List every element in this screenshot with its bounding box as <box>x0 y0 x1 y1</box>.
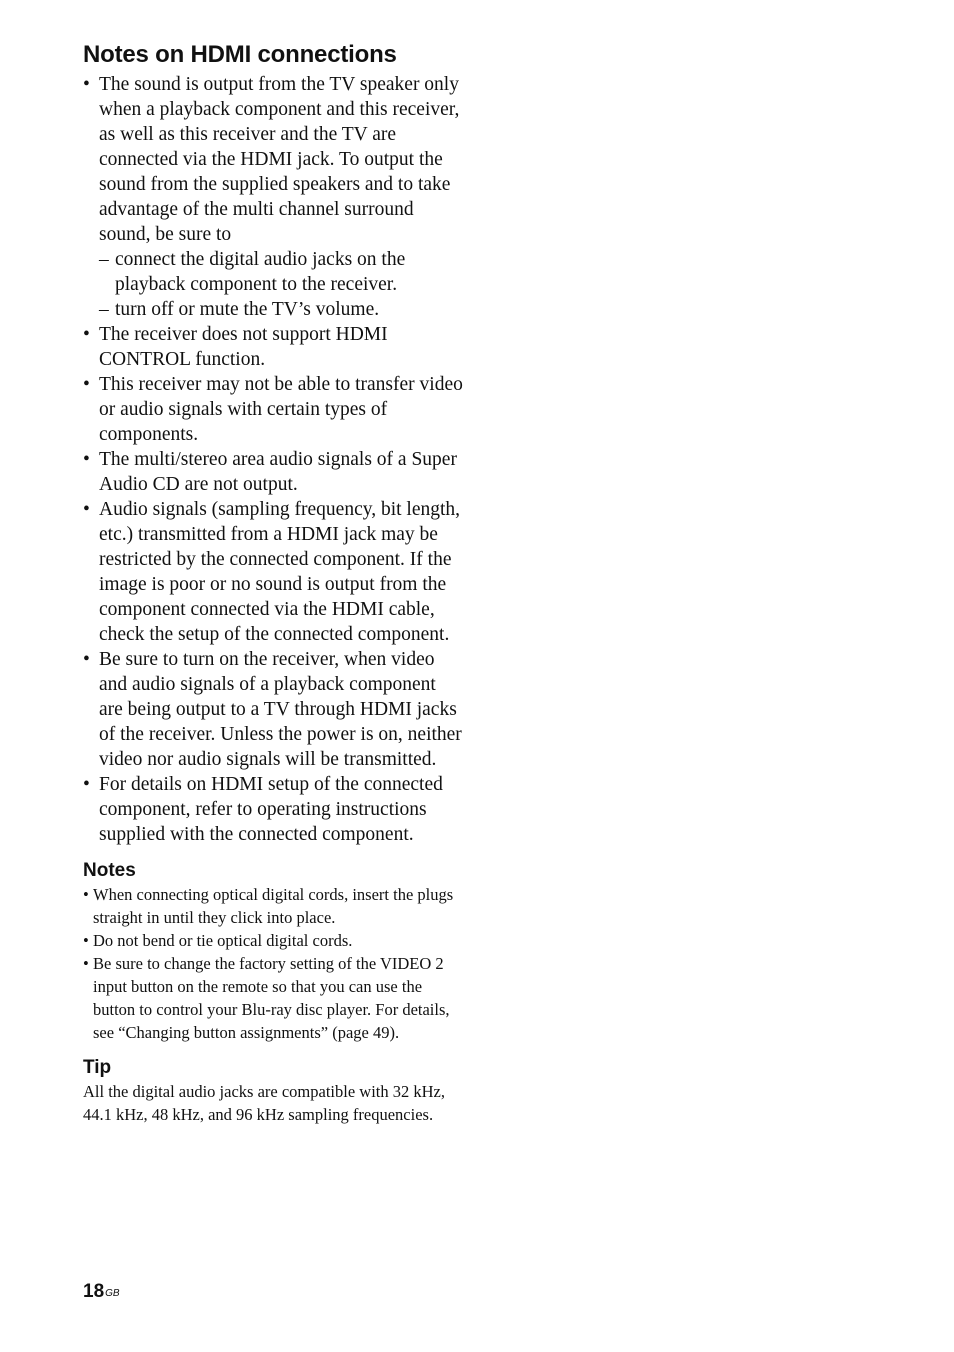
note-text: Do not bend or tie optical digital cords. <box>93 931 353 950</box>
hdmi-note-subitem-text: connect the digital audio jacks on the playback component to the receiver. <box>115 249 406 295</box>
hdmi-note-item <box>83 497 463 647</box>
page-content <box>83 40 463 1126</box>
hdmi-note-text: Audio signals (sampling frequency, bit length, etc.) transmitted from a HDMI jack may be restricted by the connected component. If the image is poor or no sound is output from the component connected via the HDMI cable, check the setup of the connected component. <box>99 499 461 645</box>
hdmi-note-text: The receiver does not support HDMI CONTROL function. <box>99 324 388 370</box>
hdmi-note-text: This receiver may not be able to transfer video or audio signals with certain types of components. <box>99 374 463 445</box>
bullet-mark: • <box>83 499 90 520</box>
bullet-mark: • <box>83 954 89 973</box>
bullet-mark: • <box>83 649 90 670</box>
hdmi-note-subitem <box>99 297 463 322</box>
note-item <box>83 952 463 1044</box>
bullet-mark: • <box>83 374 90 395</box>
hdmi-note-item <box>83 447 463 497</box>
tip-section <box>83 1056 463 1126</box>
hdmi-note-text: For details on HDMI setup of the connected component, refer to operating instructions supplied with the connected component. <box>99 774 443 845</box>
hdmi-note-item <box>83 72 463 322</box>
notes-section <box>83 859 463 1044</box>
hdmi-note-subitem-text: turn off or mute the TV’s volume. <box>115 299 380 320</box>
bullet-mark: • <box>83 74 90 95</box>
section-heading: Notes on HDMI connections <box>83 41 397 68</box>
hdmi-note-sublist <box>99 247 463 322</box>
bullet-mark: • <box>83 774 90 795</box>
bullet-mark: • <box>83 324 90 345</box>
bullet-mark: • <box>83 931 89 950</box>
page-number <box>83 1280 120 1304</box>
hdmi-note-item <box>83 322 463 372</box>
hdmi-note-subitem <box>99 247 463 297</box>
notes-heading: Notes <box>83 860 136 881</box>
hdmi-note-text: The sound is output from the TV speaker only when a playback component and this receiver, as well as this receiver and the TV are connected via the HDMI jack. To output the sound from the supplied speakers and to take advantage of the multi channel surround sound, be sure to <box>99 74 460 245</box>
bullet-mark: • <box>83 449 90 470</box>
hdmi-notes-list <box>83 72 463 847</box>
page-number-value: 18 <box>83 1281 105 1302</box>
note-item <box>83 929 463 952</box>
dash-mark: – <box>99 249 109 270</box>
hdmi-note-item <box>83 372 463 447</box>
tip-text: All the digital audio jacks are compatible with 32 kHz, 44.1 kHz, 48 kHz, and 96 kHz sampling frequencies. <box>83 1082 445 1124</box>
hdmi-note-text: The multi/stereo area audio signals of a Super Audio CD are not output. <box>99 449 457 495</box>
notes-list <box>83 883 463 1044</box>
hdmi-note-text: Be sure to turn on the receiver, when video and audio signals of a playback component are being output to a TV through HDMI jacks of the receiver. Unless the power is on, neither video nor audio signals will be transmitted. <box>99 649 462 770</box>
tip-heading: Tip <box>83 1057 112 1078</box>
bullet-mark: • <box>83 885 89 904</box>
note-text: When connecting optical digital cords, insert the plugs straight in until they click into place. <box>93 885 454 927</box>
note-text: Be sure to change the factory setting of the VIDEO 2 input button on the remote so that you can use the button to control your Blu-ray disc player. For details, see “Changing button assignments” (page 49). <box>93 954 450 1042</box>
dash-mark: – <box>99 299 109 320</box>
hdmi-note-item <box>83 772 463 847</box>
note-item <box>83 883 463 929</box>
page-number-suffix: GB <box>105 1288 120 1299</box>
hdmi-note-item <box>83 647 463 772</box>
